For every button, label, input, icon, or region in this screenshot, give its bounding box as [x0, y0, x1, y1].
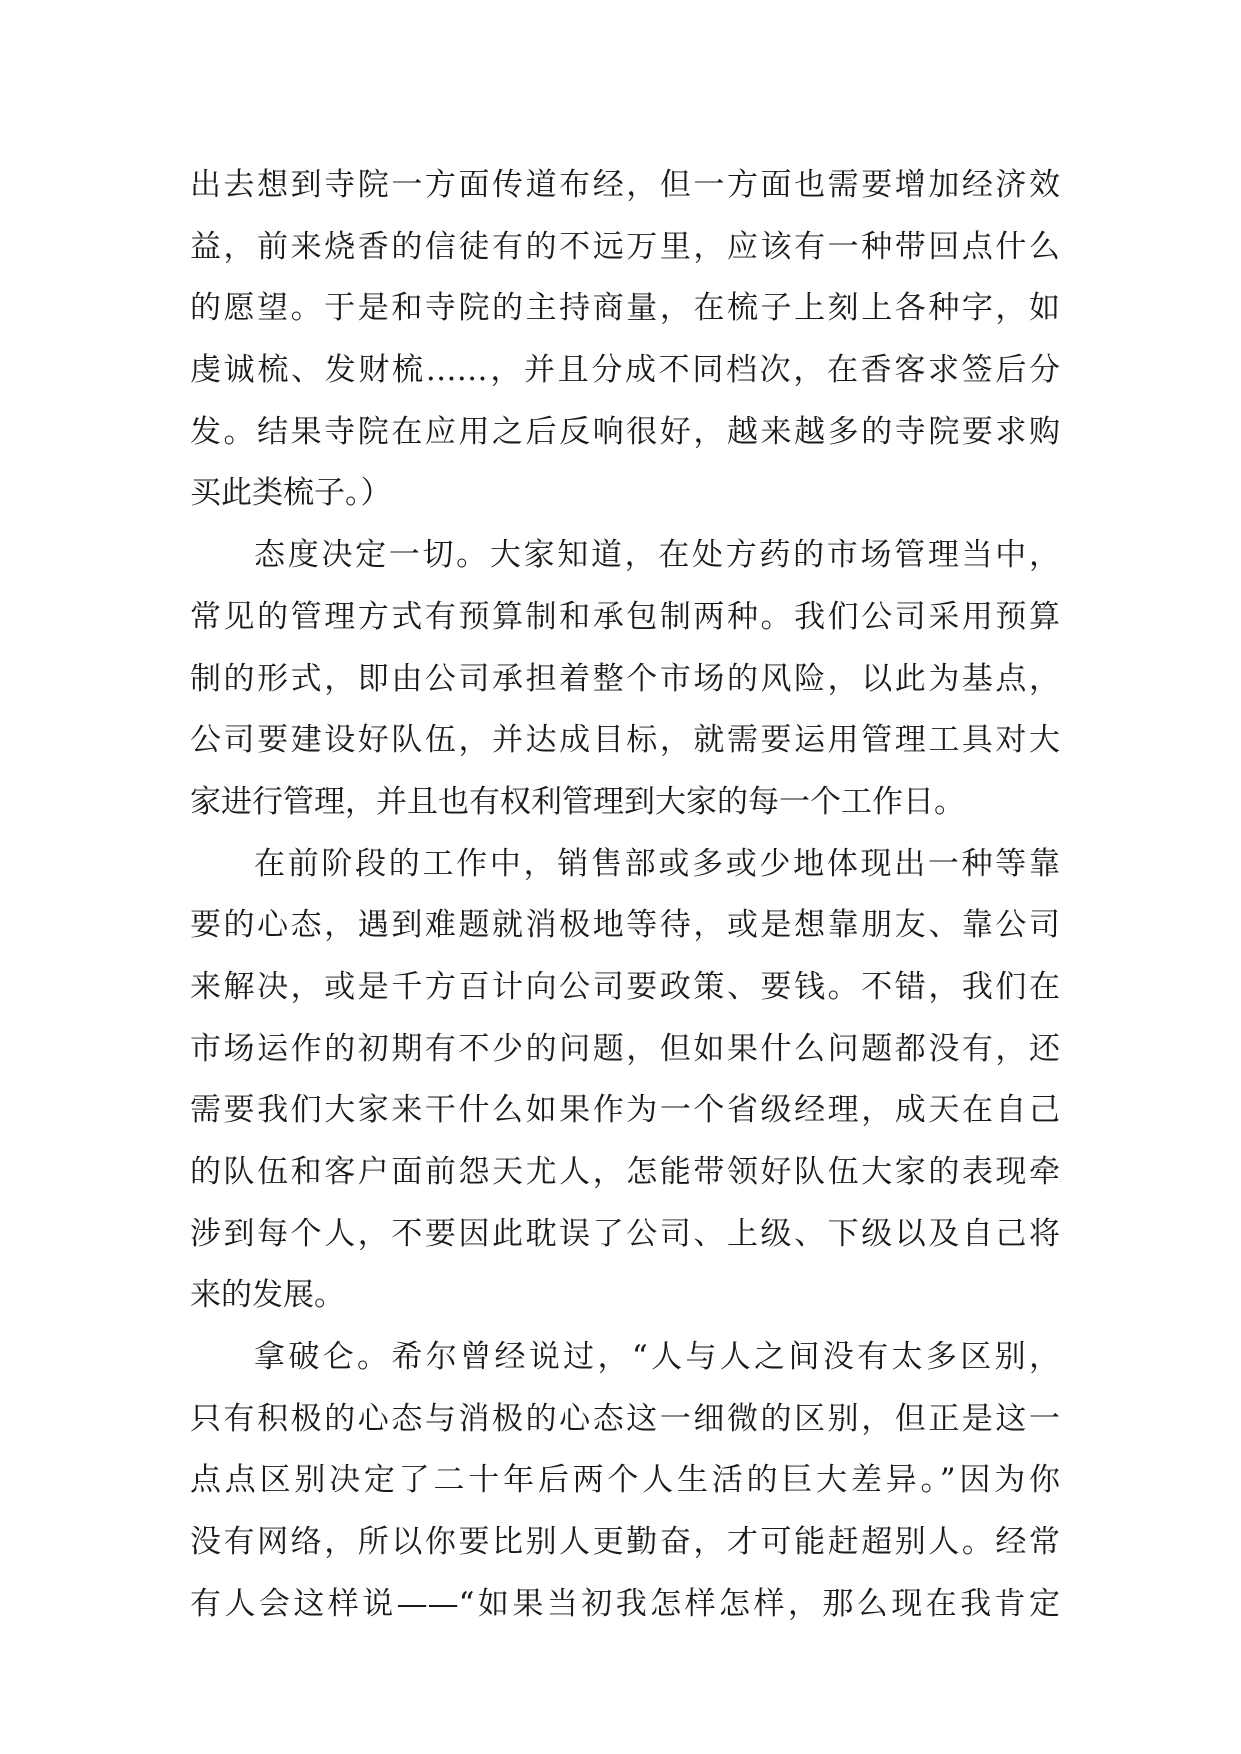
text-line: 只有积极的心态与消极的心态这一细微的区别，但正是这一 [190, 1400, 1060, 1437]
text-line: 没有网络，所以你要比别人更勤奋，才可能赶超别人。经常 [190, 1524, 1060, 1561]
text-line: 态度决定一切。大家知道，在处方药的市场管理当中， [254, 537, 1060, 574]
text-line: 出去想到寺院一方面传道布经，但一方面也需要增加经济效 [190, 167, 1060, 203]
paragraph [190, 155, 1060, 525]
text-line: 虔诚梳、发财梳……，并且分成不同档次，在香客求签后分 [190, 352, 1060, 389]
document-body [190, 155, 1060, 1636]
text-line: 在前阶段的工作中，销售部或多或少地体现出一种等靠 [254, 845, 1060, 882]
text-line: 的愿望。于是和寺院的主持商量，在梳子上刻上各种字，如 [190, 290, 1060, 327]
text-line: 来的发展。 [190, 1277, 345, 1314]
text-line: 发。结果寺院在应用之后反响很好，越来越多的寺院要求购 [190, 413, 1060, 450]
text-line: 有人会这样说——“如果当初我怎样怎样，那么现在我肯定 [190, 1585, 1060, 1622]
text-line: 常见的管理方式有预算制和承包制两种。我们公司采用预算 [190, 598, 1060, 635]
text-line: 来解决，或是千方百计向公司要政策、要钱。不错，我们在 [190, 968, 1060, 1005]
text-line: 涉到每个人，不要因此耽误了公司、上级、下级以及自己将 [190, 1215, 1060, 1252]
paragraph [190, 1327, 1060, 1635]
text-line: 家进行管理，并且也有权利管理到大家的每一个工作日。 [190, 783, 965, 820]
text-line: 市场运作的初期有不少的问题，但如果什么问题都没有，还 [190, 1030, 1060, 1067]
text-line: 公司要建设好队伍，并达成目标，就需要运用管理工具对大 [190, 722, 1060, 759]
text-line: 需要我们大家来干什么如果作为一个省级经理，成天在自己 [190, 1092, 1060, 1129]
paragraph [190, 834, 1060, 1328]
text-line: 拿破仑。希尔曾经说过，“人与人之间没有太多区别， [254, 1339, 1060, 1376]
text-line: 制的形式，即由公司承担着整个市场的风险，以此为基点， [190, 660, 1060, 697]
text-line: 买此类梳子。） [190, 475, 392, 512]
paragraph [190, 525, 1060, 833]
text-line: 点点区别决定了二十年后两个人生活的巨大差异。”因为你 [190, 1462, 1060, 1499]
text-line: 要的心态，遇到难题就消极地等待，或是想靠朋友、靠公司 [190, 907, 1060, 944]
text-line: 益，前来烧香的信徒有的不远万里，应该有一种带回点什么 [190, 228, 1060, 265]
text-line: 的队伍和客户面前怨天尤人，怎能带领好队伍大家的表现牵 [190, 1154, 1060, 1190]
